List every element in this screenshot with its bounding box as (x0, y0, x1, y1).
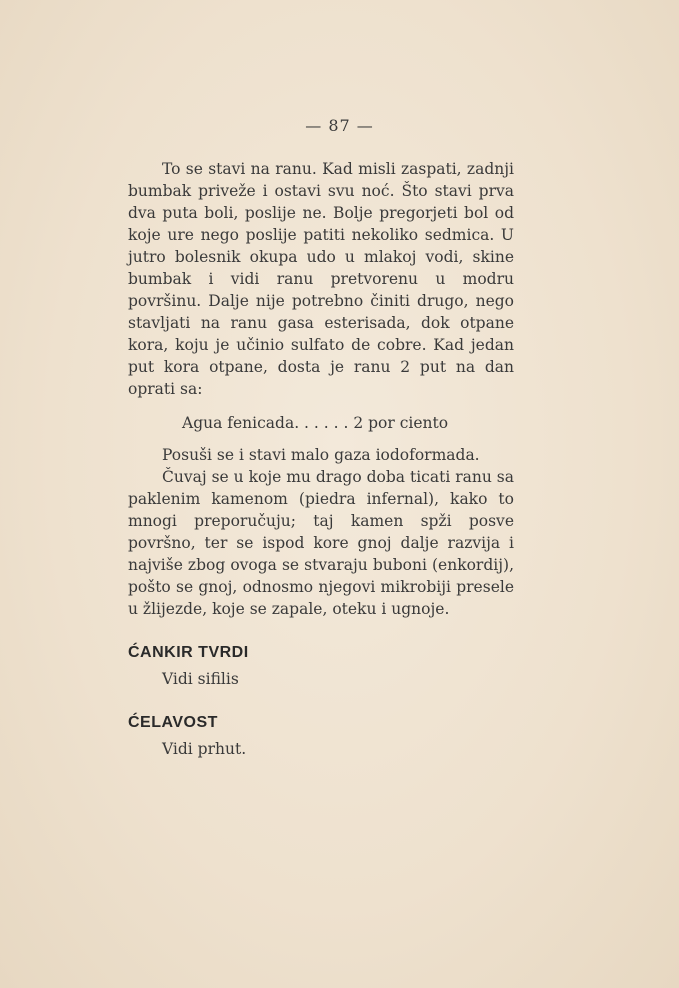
entry-reference: Vidi sifilis (162, 670, 239, 688)
entry-heading: ĆELAVOST (128, 714, 218, 731)
page-number: — 87 — (305, 116, 374, 135)
body-paragraph: Čuvaj se u koje mu drago doba ticati ranu sa paklenim kamenom (piedra infernal), kako to mnogi preporučuju; taj kamen spži posve površno, ter se ispod kore gnoj dalje razvija i najviše zbog ovoga se stvaraju buboni (enkordij), pošto se gnoj, odnosmo njegovi mikrobiji presele u žlijezde, koje se zapale, oteku i ugnoje. (128, 468, 514, 618)
body-paragraph: Posuši se i stavi malo gaza iodoformada. (162, 446, 480, 464)
formula-line: Agua fenicada. . . . . . 2 por ciento (182, 414, 449, 432)
page-content (128, 158, 514, 760)
entry-heading: ĆANKIR TVRDI (128, 644, 249, 661)
entry-reference: Vidi prhut. (162, 740, 247, 758)
body-paragraph: To se stavi na ranu. Kad misli zaspati, zadnji bumbak priveže i ostavi svu noć. Što stavi prva dva puta boli, poslije ne. Bolje pregorjeti bol od koje ure nego poslije patiti nekoliko sedmica. U jutro bolesnik okupa udo u mlakoj vodi, skine bumbak i vidi ranu pretvorenu u modru površinu. Dalje nije potrebno činiti drugo, nego stavljati na ranu gasa esterisada, dok otpane kora, koju je učinio sulfato de cobre. Kad jedan put kora otpane, dosta je ranu 2 put na dan oprati sa: (128, 160, 514, 398)
